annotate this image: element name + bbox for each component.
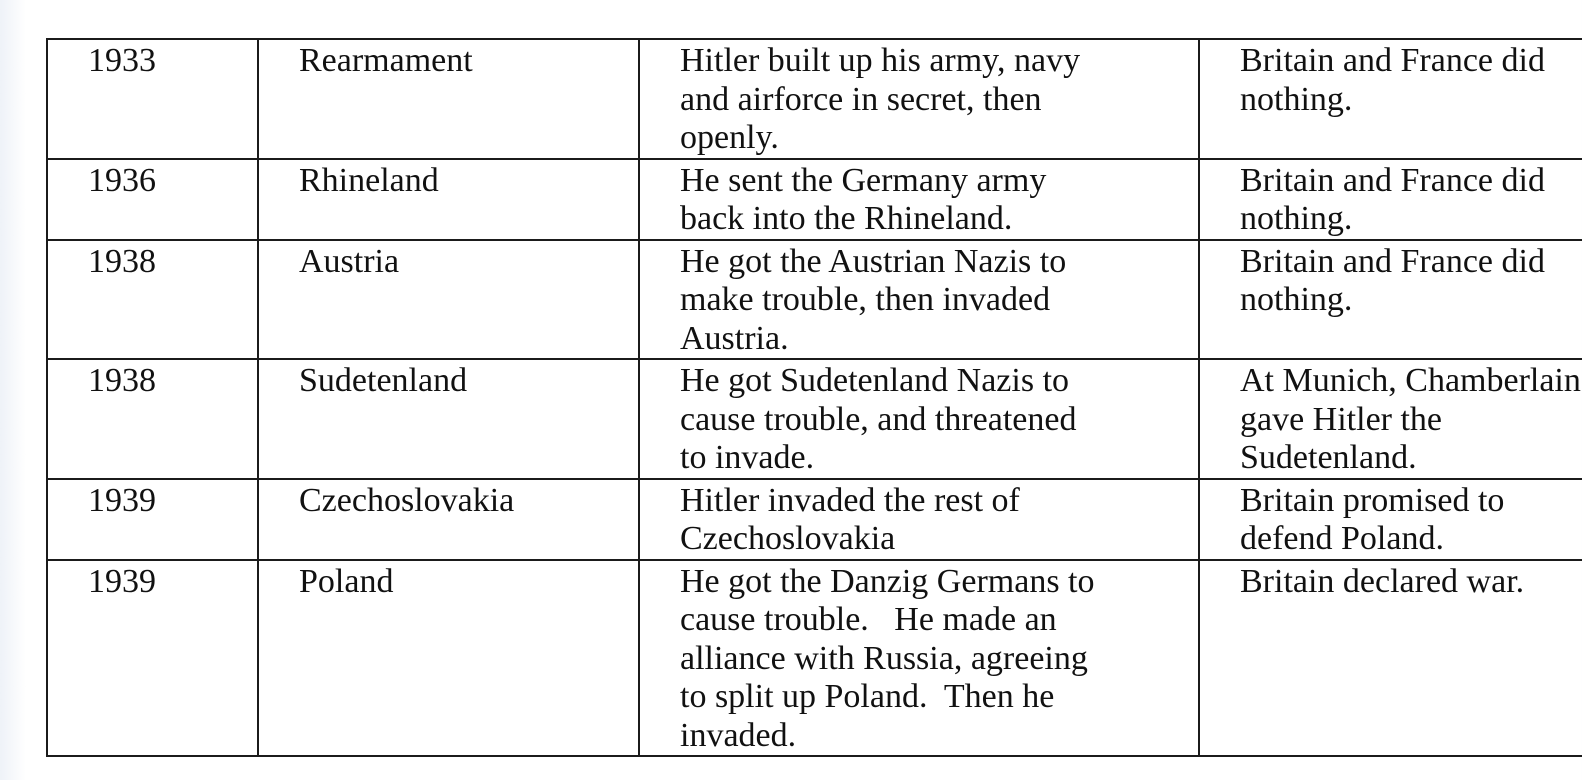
event-cell	[258, 240, 639, 360]
response-cell	[1199, 479, 1582, 560]
year-cell	[47, 560, 258, 757]
action-cell	[639, 359, 1199, 479]
year-cell	[47, 39, 258, 159]
table-row	[47, 39, 1582, 159]
action-text: Hitler built up his army, navy and airforce in secret, then openly.	[680, 42, 1081, 156]
year-cell	[47, 240, 258, 360]
action-cell	[639, 159, 1199, 240]
event-text: Poland	[299, 562, 394, 600]
response-text: Britain declared war.	[1240, 562, 1525, 600]
event-text: Rearmament	[299, 42, 473, 79]
response-text: Britain promised to defend Poland.	[1240, 481, 1505, 557]
response-cell	[1199, 39, 1582, 159]
action-text: He got the Austrian Nazis to make trouble, then invaded Austria.	[680, 242, 1067, 357]
action-cell	[639, 560, 1199, 757]
table-row	[47, 240, 1582, 360]
action-text: Hitler invaded the rest of Czechoslovakia	[680, 481, 1020, 557]
response-text: Britain and France did nothing.	[1240, 161, 1545, 237]
year-cell	[47, 479, 258, 560]
event-cell	[258, 39, 639, 159]
action-cell	[639, 479, 1199, 560]
appeasement-events-table	[46, 38, 1582, 757]
event-text: Czechoslovakia	[299, 481, 515, 519]
response-text: Britain and France did nothing.	[1240, 242, 1545, 318]
table-row	[47, 159, 1582, 240]
event-text: Rhineland	[299, 161, 439, 199]
year-cell	[47, 359, 258, 479]
action-cell	[639, 39, 1199, 159]
response-text: At Munich, Chamberlain gave Hitler the Sudetenland.	[1240, 362, 1581, 476]
response-cell	[1199, 159, 1582, 240]
year-text: 1933	[88, 42, 156, 79]
table-row	[47, 479, 1582, 560]
table-row	[47, 560, 1582, 757]
action-text: He got Sudetenland Nazis to cause trouble, and threatened to invade.	[680, 362, 1077, 476]
action-text: He got the Danzig Germans to cause trouble. He made an alliance with Russia, agreeing to split up Poland. Then he invaded.	[680, 562, 1095, 754]
event-cell	[258, 479, 639, 560]
event-text: Austria	[299, 242, 400, 280]
action-cell	[639, 240, 1199, 360]
event-cell	[258, 159, 639, 240]
year-text: 1936	[88, 161, 156, 199]
response-text: Britain and France did nothing.	[1240, 42, 1545, 118]
action-text: He sent the Germany army back into the Rhineland.	[680, 161, 1047, 237]
response-cell	[1199, 240, 1582, 360]
event-cell	[258, 359, 639, 479]
response-cell	[1199, 359, 1582, 479]
event-cell	[258, 560, 639, 757]
year-text: 1939	[88, 562, 156, 600]
year-cell	[47, 159, 258, 240]
year-text: 1938	[88, 242, 156, 280]
table-row	[47, 359, 1582, 479]
response-cell	[1199, 560, 1582, 757]
year-text: 1939	[88, 481, 156, 519]
event-text: Sudetenland	[299, 362, 468, 399]
year-text: 1938	[88, 362, 156, 399]
